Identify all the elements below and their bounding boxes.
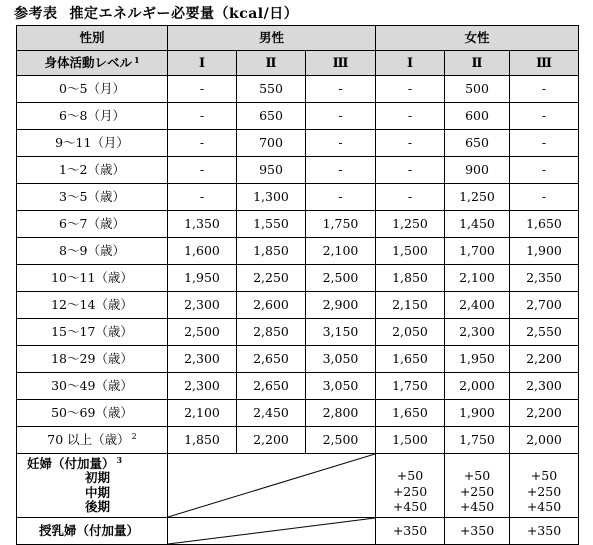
male-header: 男性	[168, 26, 376, 51]
energy-value-cell: 1,350	[168, 211, 237, 238]
energy-value-cell: -	[376, 76, 445, 103]
energy-value-cell: 650	[445, 130, 510, 157]
page-title	[14, 3, 298, 23]
energy-value-cell: 2,250	[237, 265, 306, 292]
energy-value-cell: 3,050	[306, 373, 376, 400]
level-header: Ⅱ	[445, 51, 510, 76]
pregnant-value-cell	[445, 454, 510, 518]
energy-value-cell: -	[376, 157, 445, 184]
energy-value-cell: 2,200	[237, 427, 306, 454]
age-text: 6～8（月）	[59, 107, 125, 123]
age-text: 8～9（歳）	[59, 242, 125, 258]
pregnant-row	[17, 454, 579, 518]
energy-value-cell: 900	[445, 157, 510, 184]
table-row	[17, 400, 579, 427]
age-label	[17, 238, 168, 265]
energy-value-cell: 1,250	[445, 184, 510, 211]
age-label	[17, 157, 168, 184]
age-label	[17, 211, 168, 238]
title-main: 推定エネルギー必要量（kcal/日）	[69, 6, 299, 22]
energy-value-cell: 1,550	[237, 211, 306, 238]
pregnant-value-cell	[376, 454, 445, 518]
energy-value-cell: -	[168, 130, 237, 157]
energy-value-cell: 2,100	[306, 238, 376, 265]
footnote-marker: 1	[133, 54, 140, 65]
energy-value-cell: 2,150	[376, 292, 445, 319]
energy-value-cell: 1,650	[510, 211, 579, 238]
energy-value-cell: 2,000	[510, 427, 579, 454]
title-prefix: 参考表	[14, 6, 58, 22]
age-text: 30～49（歳）	[51, 377, 133, 393]
energy-value-cell: -	[510, 130, 579, 157]
energy-value-cell: -	[510, 76, 579, 103]
energy-value-cell: 2,200	[510, 346, 579, 373]
energy-value-cell: 1,750	[306, 211, 376, 238]
age-text: 1～2（歳）	[59, 161, 125, 177]
energy-value-cell: 2,650	[237, 373, 306, 400]
energy-value-cell: -	[168, 76, 237, 103]
energy-value-cell: 2,300	[168, 292, 237, 319]
energy-value-cell: 1,950	[445, 346, 510, 373]
not-applicable-cell	[168, 454, 376, 518]
energy-value-cell: -	[306, 184, 376, 211]
table-row	[17, 373, 579, 400]
pregnant-value: +450	[392, 499, 428, 515]
age-text: 0～5（月）	[59, 80, 125, 96]
pregnant-value: +250	[392, 483, 428, 499]
age-label	[17, 427, 168, 454]
table-row	[17, 130, 579, 157]
lactating-value-cell: +350	[510, 518, 579, 545]
table-row	[17, 211, 579, 238]
not-applicable-cell	[168, 518, 376, 545]
age-label	[17, 103, 168, 130]
pregnant-value-cell	[510, 454, 579, 518]
table-row	[17, 346, 579, 373]
energy-value-cell: -	[168, 184, 237, 211]
energy-value-cell: 1,250	[376, 211, 445, 238]
energy-value-cell: -	[376, 103, 445, 130]
energy-value-cell: 2,450	[237, 400, 306, 427]
energy-value-cell: 2,500	[168, 319, 237, 346]
energy-value-cell: 2,700	[510, 292, 579, 319]
female-header: 女性	[376, 26, 579, 51]
energy-value-cell: 1,850	[237, 238, 306, 265]
lactating-label: 授乳婦（付加量）	[17, 518, 168, 545]
age-label	[17, 184, 168, 211]
diagonal-line	[168, 518, 375, 544]
energy-value-cell: 600	[445, 103, 510, 130]
pregnant-value: +50	[396, 468, 424, 484]
energy-value-cell: -	[168, 157, 237, 184]
energy-value-cell: 2,300	[510, 373, 579, 400]
energy-value-cell: 3,150	[306, 319, 376, 346]
energy-value-cell: -	[510, 157, 579, 184]
pregnant-value: +250	[459, 483, 495, 499]
pregnant-value: +250	[526, 483, 562, 499]
energy-value-cell: 700	[237, 130, 306, 157]
sex-header-row	[17, 26, 579, 51]
energy-value-cell: -	[306, 76, 376, 103]
energy-value-cell: 2,300	[168, 346, 237, 373]
energy-value-cell: 2,050	[376, 319, 445, 346]
energy-value-cell: 550	[237, 76, 306, 103]
energy-value-cell: 2,650	[237, 346, 306, 373]
level-header: Ⅲ	[510, 51, 579, 76]
age-label	[17, 292, 168, 319]
age-text: 12～14（歳）	[51, 296, 133, 312]
energy-value-cell: 2,300	[168, 373, 237, 400]
pregnancy-stage-label: 初期	[85, 470, 111, 486]
energy-value-cell: 2,300	[445, 319, 510, 346]
table-row	[17, 184, 579, 211]
pregnant-text: 妊婦（付加量）	[27, 456, 115, 471]
energy-value-cell: 1,500	[376, 427, 445, 454]
energy-value-cell: 2,100	[445, 265, 510, 292]
age-label	[17, 346, 168, 373]
energy-value-cell: -	[306, 130, 376, 157]
activity-level-text: 身体活動レベル	[44, 54, 132, 70]
energy-value-cell: 500	[445, 76, 510, 103]
energy-value-cell: 1,900	[510, 238, 579, 265]
energy-value-cell: 1,850	[168, 427, 237, 454]
energy-value-cell: -	[168, 103, 237, 130]
energy-value-cell: 2,500	[306, 265, 376, 292]
energy-value-cell: 1,650	[376, 400, 445, 427]
age-text: 15～17（歳）	[51, 323, 133, 339]
lactating-row	[17, 518, 579, 545]
energy-value-cell: 1,300	[237, 184, 306, 211]
level-header: Ⅰ	[376, 51, 445, 76]
age-label	[17, 373, 168, 400]
energy-value-cell: 1,900	[445, 400, 510, 427]
energy-value-cell: 2,350	[510, 265, 579, 292]
energy-value-cell: 950	[237, 157, 306, 184]
level-header: Ⅰ	[168, 51, 237, 76]
energy-value-cell: -	[510, 184, 579, 211]
energy-value-cell: 2,500	[306, 427, 376, 454]
age-text: 18～29（歳）	[51, 350, 133, 366]
energy-value-cell: 2,800	[306, 400, 376, 427]
activity-level-label	[17, 51, 168, 76]
energy-value-cell: 1,750	[376, 373, 445, 400]
energy-value-cell: 2,850	[237, 319, 306, 346]
table-row	[17, 238, 579, 265]
energy-requirement-table	[16, 25, 579, 545]
energy-value-cell: 650	[237, 103, 306, 130]
table-row	[17, 103, 579, 130]
energy-value-cell: 1,650	[376, 346, 445, 373]
footnote-marker: 3	[116, 455, 123, 465]
energy-value-cell: -	[510, 103, 579, 130]
lactating-value-cell: +350	[376, 518, 445, 545]
age-label	[17, 130, 168, 157]
energy-value-cell: 2,200	[510, 400, 579, 427]
pregnant-value: +450	[459, 499, 495, 515]
energy-value-cell: -	[376, 130, 445, 157]
diagonal-line	[168, 454, 375, 517]
energy-value-cell: 1,700	[445, 238, 510, 265]
pregnant-label	[17, 454, 168, 518]
age-text: 10～11（歳）	[51, 269, 133, 285]
age-text: 70 以上（歳）	[47, 431, 130, 447]
energy-value-cell: 2,600	[237, 292, 306, 319]
pregnant-value: +50	[530, 468, 558, 484]
age-label	[17, 265, 168, 292]
energy-value-cell: -	[306, 103, 376, 130]
sex-label: 性別	[17, 26, 168, 51]
level-header: Ⅲ	[306, 51, 376, 76]
energy-value-cell: 2,400	[445, 292, 510, 319]
lactating-value-cell: +350	[445, 518, 510, 545]
footnote-marker: 2	[131, 431, 137, 441]
pregnant-value: +450	[526, 499, 562, 515]
age-text: 3～5（歳）	[59, 188, 125, 204]
table-row	[17, 76, 579, 103]
energy-value-cell: 1,850	[376, 265, 445, 292]
age-label	[17, 76, 168, 103]
age-text: 6～7（歳）	[59, 215, 125, 231]
age-text: 50～69（歳）	[51, 404, 133, 420]
energy-value-cell: 3,050	[306, 346, 376, 373]
age-label	[17, 400, 168, 427]
table-row	[17, 157, 579, 184]
activity-level-header-row	[17, 51, 579, 76]
energy-value-cell: -	[306, 157, 376, 184]
energy-value-cell: 2,000	[445, 373, 510, 400]
pregnancy-stage-label: 中期	[85, 484, 111, 500]
energy-value-cell: 2,100	[168, 400, 237, 427]
pregnancy-stage-label: 後期	[85, 499, 111, 515]
energy-value-cell: 1,750	[445, 427, 510, 454]
table-row	[17, 292, 579, 319]
table-row	[17, 427, 579, 454]
pregnant-value: +50	[463, 468, 491, 484]
level-header: Ⅱ	[237, 51, 306, 76]
energy-value-cell: 1,450	[445, 211, 510, 238]
age-label	[17, 319, 168, 346]
energy-value-cell: 2,900	[306, 292, 376, 319]
age-text: 9～11（月）	[55, 134, 129, 150]
energy-value-cell: -	[376, 184, 445, 211]
energy-value-cell: 2,550	[510, 319, 579, 346]
energy-value-cell: 1,600	[168, 238, 237, 265]
energy-value-cell: 1,500	[376, 238, 445, 265]
table-row	[17, 265, 579, 292]
table-row	[17, 319, 579, 346]
energy-value-cell: 1,950	[168, 265, 237, 292]
